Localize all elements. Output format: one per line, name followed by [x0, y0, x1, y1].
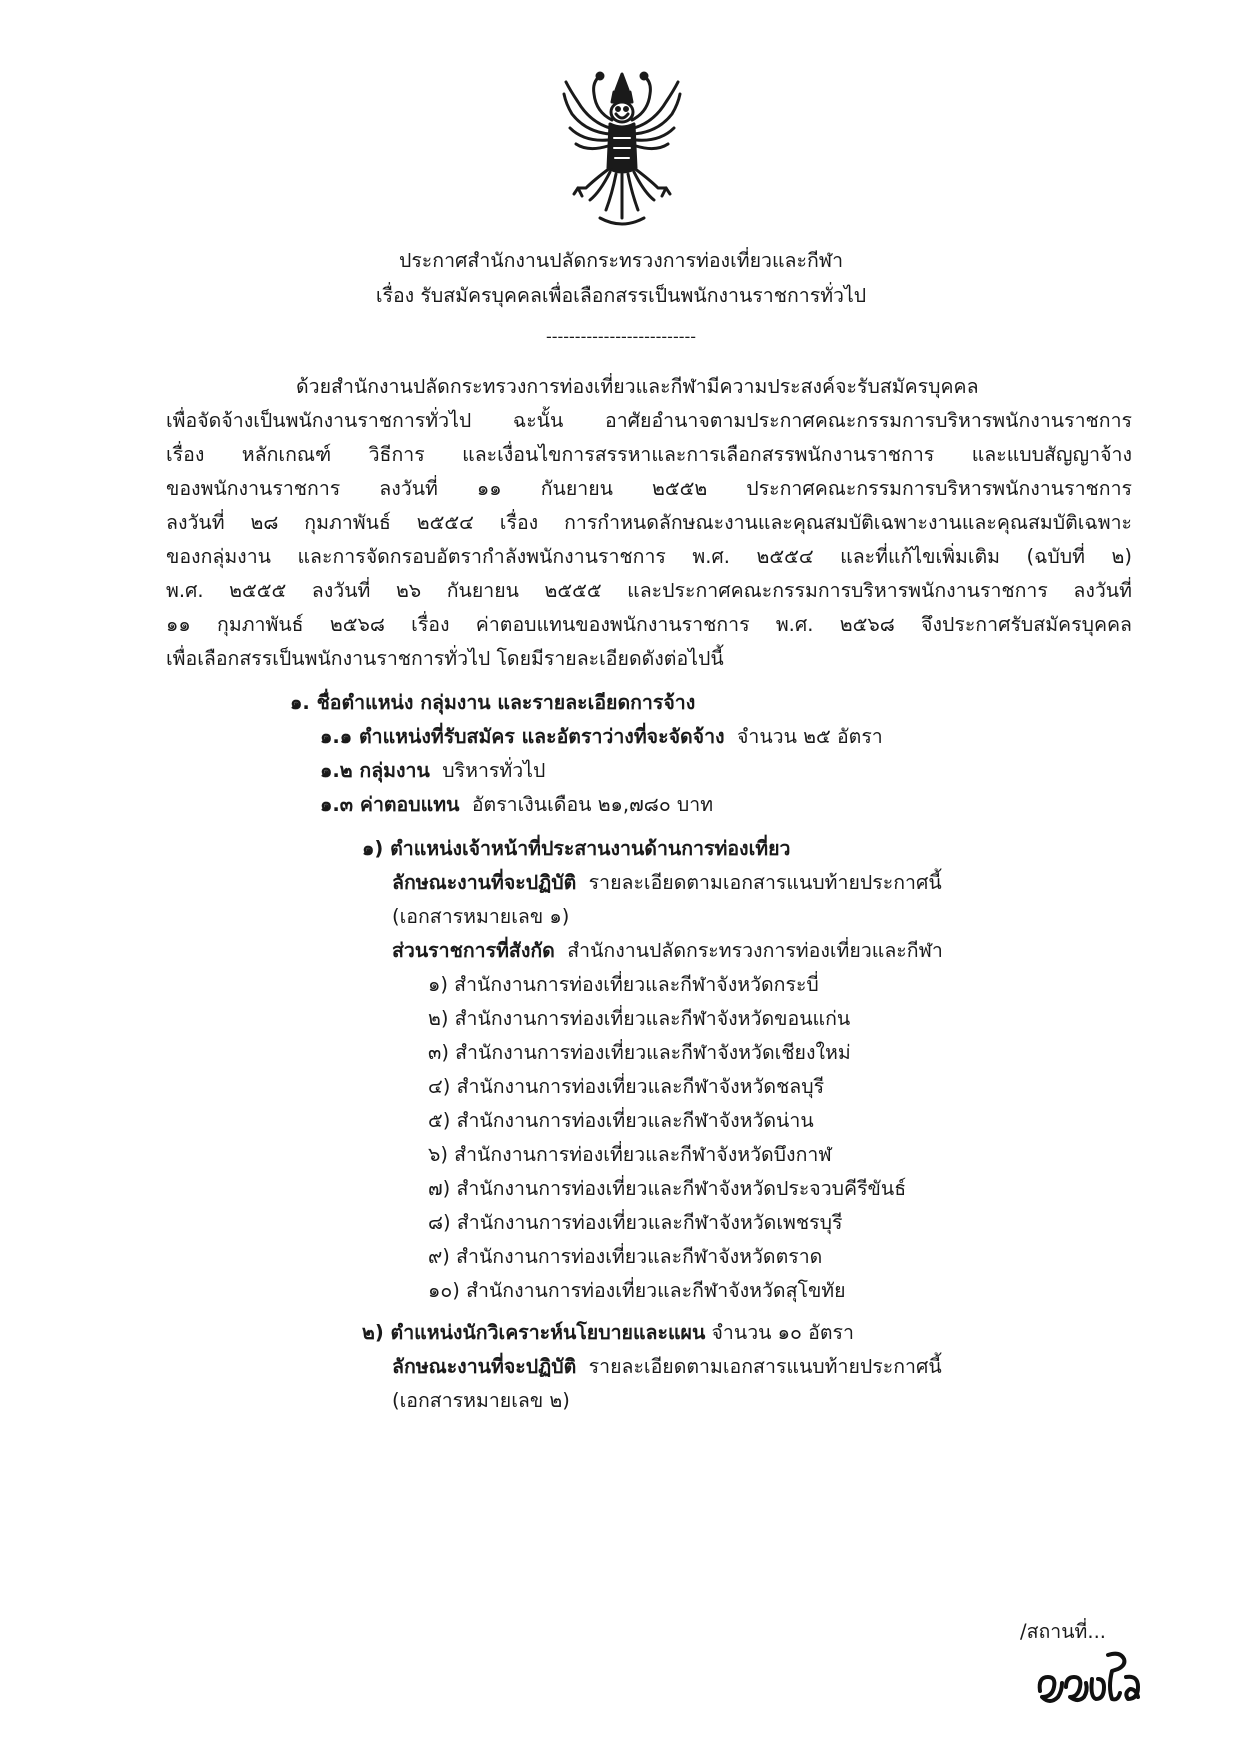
office-list-item: ๖) สำนักงานการท่องเที่ยวและกีฬาจังหวัดบึงกาฬ: [428, 1143, 832, 1166]
position-2-duty-value: รายละเอียดตามเอกสารแนบท้ายประกาศนี้: [588, 1355, 942, 1378]
section-1-3-value: อัตราเงินเดือน ๒๑,๗๘๐ บาท: [471, 793, 714, 816]
office-list-item: ๒) สำนักงานการท่องเที่ยวและกีฬาจังหวัดขอนแก่น: [428, 1007, 851, 1030]
intro-line-2: เพื่อจัดจ้างเป็นพนักงานราชการทั่วไป ฉะนั้น อาศัยอำนาจตามประกาศคณะกรรมการบริหารพนักงานราชการ: [166, 409, 1132, 432]
section-1-title: ๑. ชื่อตำแหน่ง กลุ่มงาน และรายละเอียดการจ้าง: [290, 691, 696, 714]
position-2-doc-ref: (เอกสารหมายเลข ๒): [392, 1389, 570, 1412]
position-2-title: [362, 1318, 854, 1348]
position-2-title-label: ๒) ตำแหน่งนักวิเคราะห์นโยบายและแผน: [362, 1321, 706, 1344]
section-1-2-value: บริหารทั่วไป: [442, 759, 546, 782]
section-1-2: [320, 756, 545, 786]
office-list-item: ๔) สำนักงานการท่องเที่ยวและกีฬาจังหวัดชลบุรี: [428, 1075, 825, 1098]
announcement-subject: เรื่อง รับสมัครบุคคลเพื่อเลือกสรรเป็นพนักงานราชการทั่วไป: [375, 284, 867, 307]
office-list-item: ๑) สำนักงานการท่องเที่ยวและกีฬาจังหวัดกระบี่: [428, 973, 819, 996]
section-1-1-value: จำนวน ๒๕ อัตรา: [736, 725, 883, 748]
position-1-doc-ref: (เอกสารหมายเลข ๑): [392, 905, 570, 928]
intro-line-7: พ.ศ. ๒๕๕๕ ลงวันที่ ๒๖ กันยายน ๒๕๕๕ และประกาศคณะกรรมการบริหารพนักงานราชการ ลงวันที่: [166, 579, 1132, 602]
position-1-unit: [392, 936, 943, 966]
intro-line-3: เรื่อง หลักเกณฑ์ วิธีการ และเงื่อนไขการสรรหาและการเลือกสรรพนักงานราชการ และแบบสัญญาจ้าง: [166, 443, 1132, 466]
position-1-duty-label: ลักษณะงานที่จะปฏิบัติ: [392, 871, 577, 894]
office-list-item: ๘) สำนักงานการท่องเที่ยวและกีฬาจังหวัดเพชรบุรี: [428, 1211, 843, 1234]
position-2-duty: [392, 1352, 942, 1382]
intro-line-6: ของกลุ่มงาน และการจัดกรอบอัตรากำลังพนักงานราชการ พ.ศ. ๒๕๕๔ และที่แก้ไขเพิ่มเติม (ฉบับที่ ๒): [166, 545, 1132, 568]
continued-marker: /สถานที่...: [1020, 1620, 1107, 1643]
section-1-2-label: ๑.๒ กลุ่มงาน: [320, 759, 430, 782]
intro-line-4: ของพนักงานราชการ ลงวันที่ ๑๑ กันยายน ๒๕๕๒ ประกาศคณะกรรมการบริหารพนักงานราชการ: [166, 477, 1132, 500]
section-1-1: [320, 722, 883, 752]
intro-line-8: ๑๑ กุมภาพันธ์ ๒๕๖๘ เรื่อง ค่าตอบแทนของพนักงานราชการ พ.ศ. ๒๕๖๘ จึงประกาศรับสมัครบุคคล: [166, 613, 1132, 636]
section-1-1-label: ๑.๑ ตำแหน่งที่รับสมัคร และอัตราว่างที่จะจัดจ้าง: [320, 725, 725, 748]
office-list-item: ๕) สำนักงานการท่องเที่ยวและกีฬาจังหวัดน่าน: [428, 1109, 814, 1132]
section-1-3-label: ๑.๓ ค่าตอบแทน: [320, 793, 460, 816]
position-1-duty-value: รายละเอียดตามเอกสารแนบท้ายประกาศนี้: [588, 871, 942, 894]
office-list-item: ๙) สำนักงานการท่องเที่ยวและกีฬาจังหวัดตราด: [428, 1245, 823, 1268]
intro-line-1: ด้วยสำนักงานปลัดกระทรวงการท่องเที่ยวและกีฬามีความประสงค์จะรับสมัครบุคคล: [296, 375, 979, 398]
position-2-duty-label: ลักษณะงานที่จะปฏิบัติ: [392, 1355, 577, 1378]
intro-line-5: ลงวันที่ ๒๘ กุมภาพันธ์ ๒๕๕๔ เรื่อง การกำหนดลักษณะงานและคุณสมบัติเฉพาะงานและคุณสมบัติเฉพาะ: [166, 511, 1132, 534]
header-separator: --------------------------: [545, 327, 697, 346]
handwritten-signature-icon: [1034, 1647, 1144, 1709]
position-2-count: จำนวน ๑๐ อัตรา: [711, 1321, 854, 1344]
office-list-item: ๑๐) สำนักงานการท่องเที่ยวและกีฬาจังหวัดสุโขทัย: [428, 1279, 846, 1302]
office-list-item: ๓) สำนักงานการท่องเที่ยวและกีฬาจังหวัดเชียงใหม่: [428, 1041, 851, 1064]
position-1-unit-label: ส่วนราชการที่สังกัด: [392, 939, 555, 962]
garuda-emblem-icon: [560, 68, 684, 238]
section-1-3: [320, 790, 713, 820]
position-1-duty: [392, 868, 942, 898]
intro-line-9: เพื่อเลือกสรรเป็นพนักงานราชการทั่วไป โดยมีรายละเอียดดังต่อไปนี้: [166, 647, 724, 670]
position-1-unit-value: สำนักงานปลัดกระทรวงการท่องเที่ยวและกีฬา: [567, 939, 943, 962]
announcement-title: ประกาศสำนักงานปลัดกระทรวงการท่องเที่ยวและกีฬา: [398, 249, 844, 272]
position-1-title: ๑) ตำแหน่งเจ้าหน้าที่ประสานงานด้านการท่องเที่ยว: [362, 837, 791, 860]
office-list-item: ๗) สำนักงานการท่องเที่ยวและกีฬาจังหวัดประจวบคีรีขันธ์: [428, 1177, 907, 1200]
